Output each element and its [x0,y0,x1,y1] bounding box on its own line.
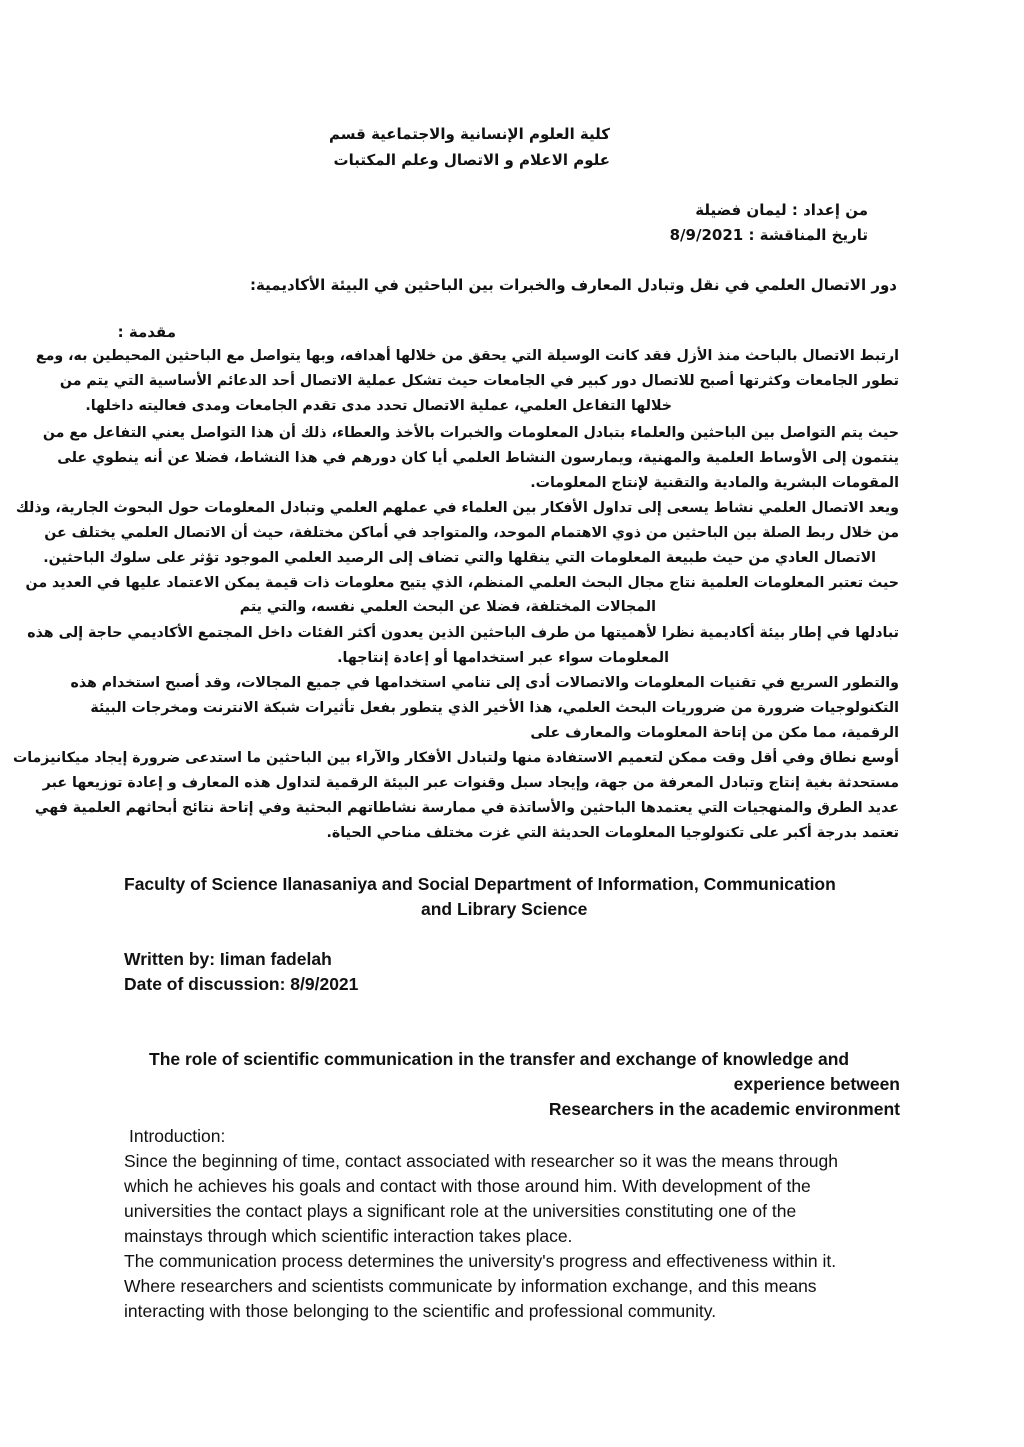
ar-body-line: خلالها التفاعل العلمي، عملية الاتصال تحدد مدى تقدم الجامعات ومدى فعاليته داخلها. [85,398,672,414]
ar-intro-heading: مقدمة : [117,323,176,341]
ar-header-line1: كلية العلوم الإنسانية والاجتماعية قسم [329,125,610,143]
en-body-line: interacting with those belonging to the scientific and professional community. [124,1301,717,1321]
ar-body-line: المجالات المختلفة، فضلا عن البحث العلمي نفسه، والتي يتم [239,599,656,615]
en-date: Date of discussion: 8/9/2021 [124,974,359,994]
ar-body-line: تعتمد بدرجة أكبر على تكنولوجيا المعلومات الحديثة التي غزت مختلف مناحي الحياة. [326,825,899,841]
ar-body-line: أوسع نطاق وفي أقل وقت ممكن لتعميم الاستفادة منها ولتبادل الأفكار والآراء بين الباحثين ما استدعى ضرورة إيجاد ميكانيزمات [12,750,899,766]
en-intro-heading: Introduction: [129,1126,226,1146]
ar-author-line: من إعداد : ليمان فضيلة [695,201,868,219]
en-body-line: which he achieves his goals and contact with those around him. With development of the [124,1176,811,1196]
ar-body-line: تبادلها في إطار بيئة أكاديمية نظرا لأهميتها من طرف الباحثين الذين يعدون أكثر الفئات داخل المجتمع الأكاديمي حاجة إلى هذه [27,625,899,641]
ar-body-line: ويعد الاتصال العلمي نشاط يسعى إلى تداول الأفكار بين العلماء في عملهم العلمي وتبادل المعلومات حول البحوث الجارية، وذلك [15,500,899,516]
en-body-line: The communication process determines the university's progress and effectiveness within it. [124,1251,837,1271]
ar-title: دور الاتصال العلمي في نقل وتبادل المعارف والخبرات بين الباحثين في البيئة الأكاديمية: [250,276,897,294]
ar-body-line: مستحدثة بغية إنتاج وتبادل المعرفة من جهة، وإيجاد سبل وقنوات عبر البيئة الرقمية لتداول هذه المعارف و إعادة توزيعها عبر [42,775,899,791]
en-body-line: mainstays through which scientific interaction takes place. [124,1226,573,1246]
ar-body-line: ينتمون إلى الأوساط العلمية والمهنية، ويمارسون النشاط العلمي أيا كان دورهم في هذا النشاط، فضلا عن أنه ينطوي على [57,450,899,466]
en-title-line2: experience between [733,1074,900,1094]
en-faculty-line2: and Library Science [421,899,588,919]
ar-date-line: تاريخ المناقشة : 8/9/2021 [669,226,868,244]
ar-body-line: ارتبط الاتصال بالباحث منذ الأزل فقد كانت الوسيلة التي يحقق من خلالها أهدافه، وبها يتواصل مع الباحثين المحيطين به، ومع [35,348,899,364]
en-title-line3: Researchers in the academic environment [548,1099,900,1119]
en-body-line: universities the contact plays a significant role at the universities constituting one of the [124,1201,797,1221]
ar-body-line: المقومات البشرية والمادية والتقنية لإنتاج المعلومات. [530,475,899,491]
ar-body-line: المعلومات سواء عبر استخدامها أو إعادة إنتاجها. [337,650,669,666]
ar-body-line: حيث تعتبر المعلومات العلمية نتاج مجال البحث العلمي المنظم، الذي يتيح معلومات ذات قيمة يمكن الاعتماد عليها في العديد من [25,575,899,591]
ar-body-line: التكنولوجيات ضرورة من ضروريات البحث العلمي، هذا الأخير الذي يتطور بفعل تأثيرات شبكة الانترنت ومخرجات البيئة [90,700,899,716]
ar-body-line: الاتصال العادي من حيث طبيعة المعلومات التي ينقلها والتي تضاف إلى الرصيد العلمي الموجود تؤثر على سلوك الباحثين. [43,550,876,566]
ar-body-line: من خلال ربط الصلة بين الباحثين من ذوي الاهتمام الموحد، والمتواجد في أماكن مختلفة، حيث أن الاتصال العلمي يختلف عن [44,525,899,541]
ar-body-line: تطور الجامعات وكثرتها أصبح للاتصال دور كبير في الجامعات حيث تشكل عملية الاتصال أحد الدعائم الأساسية التي يتم من [59,373,899,389]
en-faculty-line1: Faculty of Science Ilanasaniya and Social Department of Information, Communication [124,874,836,894]
en-title-line1: The role of scientific communication in the transfer and exchange of knowledge and [149,1049,850,1069]
ar-header-line2: علوم الاعلام و الاتصال وعلم المكتبات [333,151,610,169]
en-body-line: Where researchers and scientists communicate by information exchange, and this means [124,1276,817,1296]
ar-body-line: حيث يتم التواصل بين الباحثين والعلماء بتبادل المعلومات والخبرات بالأخذ والعطاء، ذلك أن هذا التواصل يعني التفاعل مع من [42,425,899,441]
en-body-line: Since the beginning of time, contact associated with researcher so it was the means through [124,1151,839,1171]
ar-body-line: الرقمية، مما مكن من إتاحة المعلومات والمعارف على [530,725,899,741]
en-written-by: Written by: Iiman fadelah [124,949,332,969]
ar-body-line: والتطور السريع في تقنيات المعلومات والاتصالات أدى إلى تنامي استخدامها في جميع المجالات، وقد أصبح استخدام هذه [70,675,899,691]
ar-body-line: عديد الطرق والمنهجيات التي يعتمدها الباحثين والأساتذة في ممارسة نشاطاتهم البحثية وفي إتاحة نتائج أبحاثهم العلمية فهي [34,800,899,816]
